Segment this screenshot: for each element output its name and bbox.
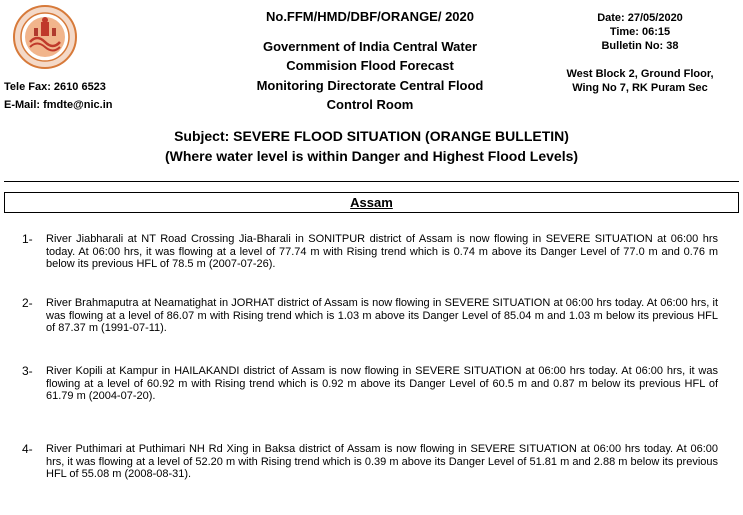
bulletin-ref: No.FFM/HMD/DBF/ORANGE/ 2020 [265,9,474,24]
bulletin-date: Date: 27/05/2020 [597,12,683,24]
address-line-2: Wing No 7, RK Puram Sec [572,82,708,94]
item-number: 3- [22,364,33,378]
subject-line-1: Subject: SEVERE FLOOD SITUATION (ORANGE BULLETIN) [174,128,569,144]
state-name: Assam [350,195,393,210]
item-number: 1- [22,232,33,246]
subject-line-2: (Where water level is within Danger and Highest Flood Levels) [164,148,579,164]
address-line-1: West Block 2, Ground Floor, [566,68,714,80]
email: E-Mail: fmdte@nic.in [4,99,113,111]
item-text: River Puthimari at Puthimari NH Rd Xing in Baksa district of Assam is now flowing in SEVERE SITUATION at 06:00 hrs today. At 06:00 hrs, it was flowing at a level of 52.20 m with Rising trend which is 0.39 m above its Danger Level of 51.81 m and 2.88 m below its previous HFL of 55.08 m (2008-08-31). [46,443,718,480]
tele-fax: Tele Fax: 2610 6523 [4,81,106,93]
item-text: River Kopili at Kampur in HAILAKANDI district of Assam is now flowing in SEVERE SITUATION at 06:00 hrs today. At 06:00 hrs, it was flowing at a level of 60.92 m with Rising trend which is 0.92 m above its Danger Level of 60.5 m and 0.87 m below its previous HFL of 61.79 m (2004-07-20). [46,365,718,402]
item-text: River Brahmaputra at Neamatighat in JORHAT district of Assam is now flowing in SEVERE SITUATION at 06:00 hrs today. At 06:00 hrs, it was flowing at a level of 86.07 m with Rising trend which is 1.03 m above its Danger Level of 85.04 m and 1.03 m below its previous HFL of 87.37 m (1991-07-11). [46,297,718,334]
state-heading [4,192,739,213]
bulletin-time: Time: 06:15 [609,26,671,38]
cwc-logo [12,4,78,70]
org-line-4: Control Room [326,97,414,112]
item-number: 2- [22,296,33,310]
bulletin-number: Bulletin No: 38 [601,40,679,52]
divider [4,181,739,182]
item-number: 4- [22,442,33,456]
item-text: River Jiabharali at NT Road Crossing Jia-Bharali in SONITPUR district of Assam is now flowing in SEVERE SITUATION at 06:00 hrs today. At 06:00 hrs, it was flowing at a level of 77.74 m with Rising trend which is 0.74 m above its Danger Level of 77.0 m and 0.76 m below its previous HFL of 78.5 m (2007-07-26). [46,233,718,270]
org-line-3: Monitoring Directorate Central Flood [256,78,484,93]
org-line-2: Commision Flood Forecast [286,58,454,73]
org-line-1: Government of India Central Water [262,39,478,54]
